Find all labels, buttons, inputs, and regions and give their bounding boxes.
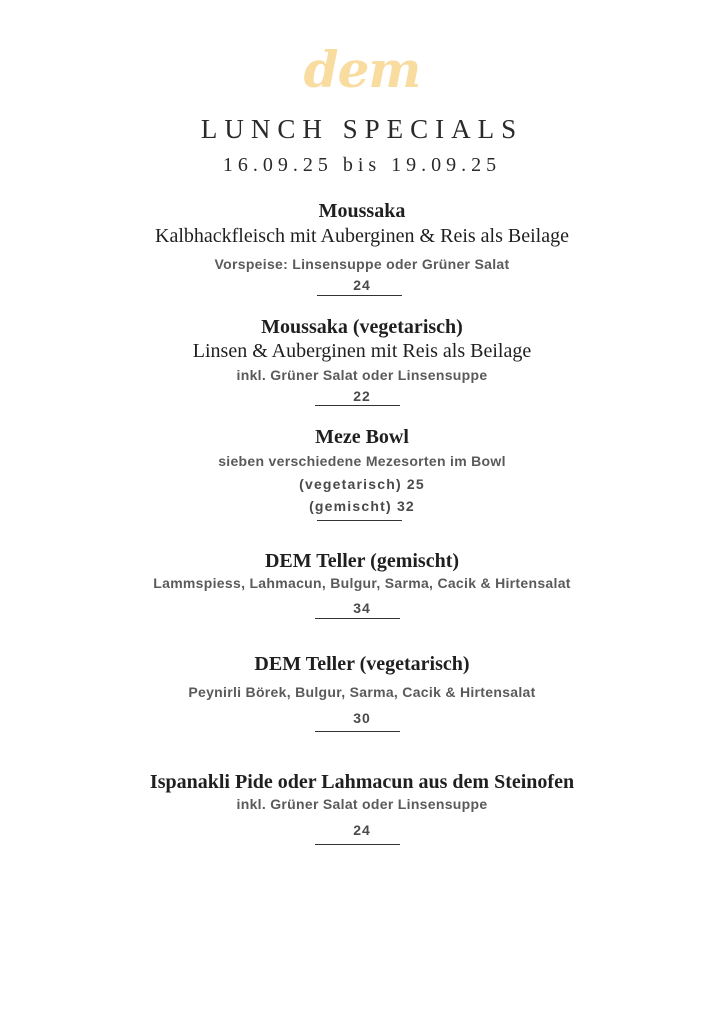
dish-extra-pide: inkl. Grüner Salat oder Linsensuppe xyxy=(236,796,488,812)
divider-line xyxy=(315,618,400,619)
dish-price-dem-teller-mixed: 34 xyxy=(353,600,371,616)
divider-line xyxy=(317,520,402,521)
dish-price-moussaka: 24 xyxy=(353,277,371,293)
divider-line xyxy=(315,844,400,845)
dish-name-moussaka-veg: Moussaka (vegetarisch) xyxy=(261,316,463,338)
menu-title: LUNCH SPECIALS xyxy=(200,114,524,144)
dish-name-dem-teller-mixed: DEM Teller (gemischt) xyxy=(264,550,460,572)
menu-dates: 16.09.25 bis 19.09.25 xyxy=(222,154,502,176)
dish-extra-moussaka: Vorspeise: Linsensuppe oder Grüner Salat xyxy=(214,256,510,272)
dish-name-dem-teller-veg: DEM Teller (vegetarisch) xyxy=(254,653,470,675)
dish-price-dem-teller-veg: 30 xyxy=(353,710,371,726)
dish-extra-dem-teller-veg: Peynirli Börek, Bulgur, Sarma, Cacik & Hirtensalat xyxy=(188,684,536,700)
divider-line xyxy=(317,295,402,296)
dish-price-meze-mixed: (gemischt) 32 xyxy=(309,498,415,514)
dish-price-meze-veg: (vegetarisch) 25 xyxy=(299,476,425,492)
dish-extra-dem-teller-mixed: Lammspiess, Lahmacun, Bulgur, Sarma, Cacik & Hirtensalat xyxy=(153,575,571,591)
divider-line xyxy=(315,405,400,406)
dish-price-moussaka-veg: 22 xyxy=(353,388,371,404)
restaurant-logo: dem xyxy=(303,40,421,99)
dish-name-pide: Ispanakli Pide oder Lahmacun aus dem Steinofen xyxy=(149,771,575,793)
dish-description-moussaka-veg: Linsen & Auberginen mit Reis als Beilage xyxy=(192,340,532,362)
dish-name-moussaka: Moussaka xyxy=(318,200,406,222)
dish-name-meze-bowl: Meze Bowl xyxy=(315,426,409,448)
dish-description-moussaka: Kalbhackfleisch mit Auberginen & Reis als Beilage xyxy=(155,225,569,247)
dish-price-pide: 24 xyxy=(353,822,371,838)
divider-line xyxy=(315,731,400,732)
dish-extra-meze-bowl: sieben verschiedene Mezesorten im Bowl xyxy=(218,453,506,469)
dish-extra-moussaka-veg: inkl. Grüner Salat oder Linsensuppe xyxy=(236,367,488,383)
